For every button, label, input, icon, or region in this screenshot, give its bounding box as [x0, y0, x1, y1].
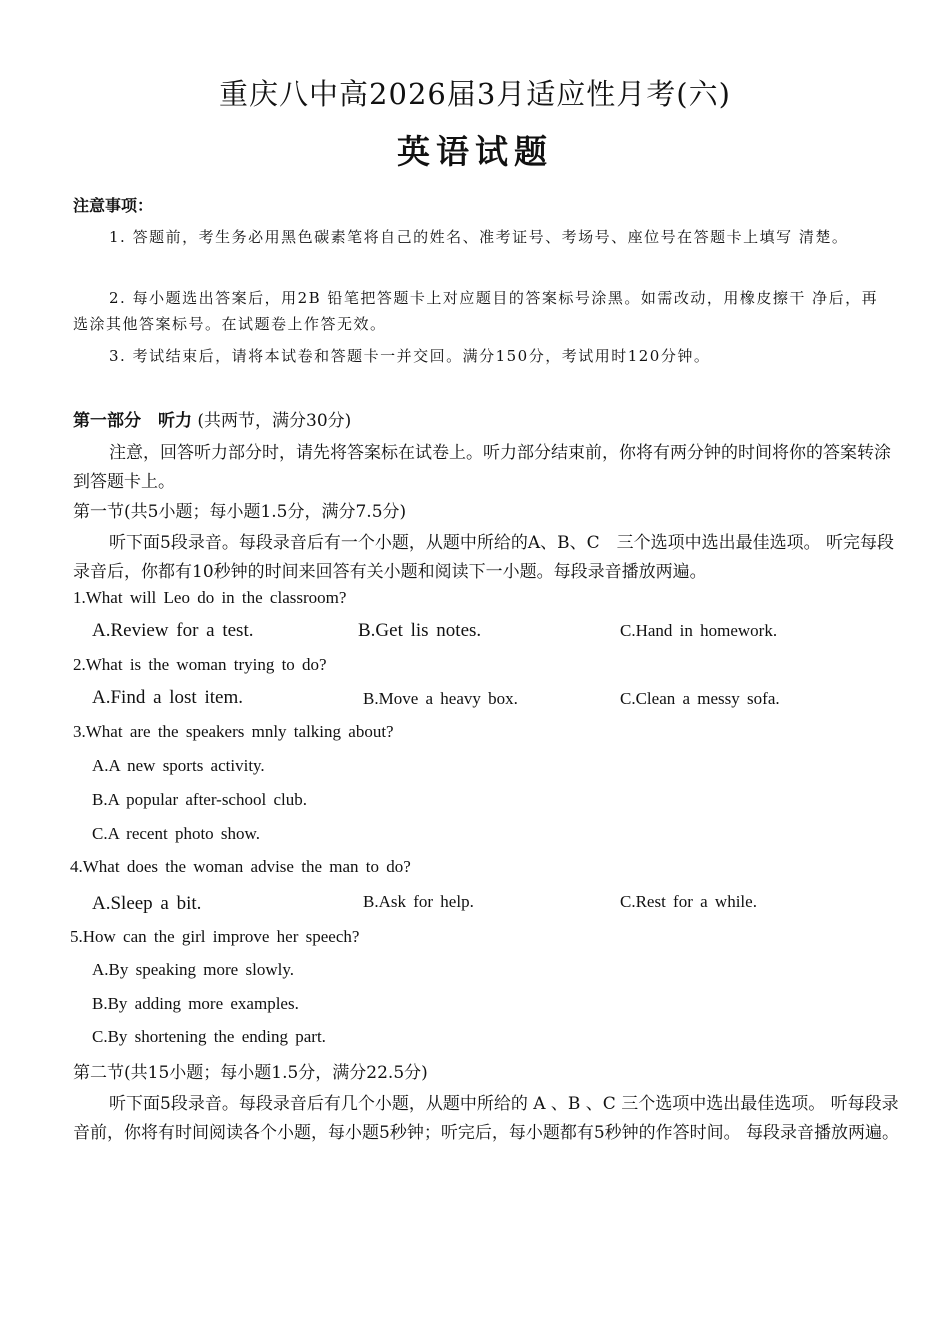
question-2-option-a: A.Find a lost item.: [92, 687, 243, 708]
question-5-option-c: C.By shortening the ending part.: [92, 1027, 326, 1046]
part1-heading-title: 第一部分 听力: [73, 411, 192, 431]
section1-heading: 第一节(共5小题；每小题1.5分，满分7.5分): [73, 502, 407, 522]
question-4-stem: 4.What does the woman advise the man to do?: [70, 857, 411, 876]
question-1-stem: 1.What will Leo do in the classroom?: [73, 588, 347, 607]
question-5-option-a: A.By speaking more slowly.: [92, 960, 294, 979]
part1-heading-score: (共两节，满分30分): [197, 411, 352, 431]
question-3-option-b: B.A popular after-school club.: [92, 790, 307, 809]
question-1-option-c: C.Hand in homework.: [620, 621, 778, 640]
question-2-option-c: C.Clean a messy sofa.: [620, 689, 780, 708]
section1-instructions: 听下面5段录音。每段录音后有一个小题，从题中所给的A、B、C 三个选项中选出最佳选项。 听完每段录音后，你都有10秒钟的时间来回答有关小题和阅读下一小题。每段录音播放两遍。: [73, 533, 894, 582]
notice-item-1: 1. 答题前，考生务必用黑色碳素笔将自己的姓名、准考证号、考场号、座位号在答题卡上填写 清楚。: [109, 228, 849, 246]
question-4-option-a: A.Sleep a bit.: [92, 893, 202, 914]
question-4-option-b: B.Ask for help.: [363, 892, 474, 911]
section2-heading: 第二节(共15小题；每小题1.5分，满分22.5分): [73, 1063, 428, 1083]
part1-heading: [73, 406, 351, 431]
question-2-option-b: B.Move a heavy box.: [363, 689, 518, 708]
notice-heading: 注意事项：: [73, 196, 154, 215]
notice-item-2: 2. 每小题选出答案后，用2B 铅笔把答题卡上对应题目的答案标号涂黑。如需改动，用橡皮擦干 净后，再选涂其他答案标号。在试题卷上作答无效。: [73, 289, 879, 333]
page-subtitle: 英语试题: [397, 132, 553, 171]
page-title: 重庆八中高2026届3月适应性月考(六): [219, 77, 731, 111]
question-2-stem: 2.What is the woman trying to do?: [73, 655, 327, 674]
question-5-stem: 5.How can the girl improve her speech?: [70, 927, 360, 946]
question-4-option-c: C.Rest for a while.: [620, 892, 757, 911]
notice-item-3: 3. 考试结束后，请将本试卷和答题卡一并交回。满分150分，考试用时120分钟。: [109, 347, 711, 365]
question-3-option-c: C.A recent photo show.: [92, 824, 260, 843]
part1-note: 注意，回答听力部分时，请先将答案标在试卷上。听力部分结束前，你将有两分钟的时间将你的答案转涂到答题卡上。: [73, 443, 891, 492]
section2-instructions: 听下面5段录音。每段录音后有几个小题，从题中所给的 A 、B 、C 三个选项中选出最佳选项。 听每段录音前，你将有时间阅读各个小题，每小题5秒钟；听完后，每小题都有5秒钟的作答时间。 每段录音播放两遍。: [73, 1094, 900, 1143]
question-1-option-b: B.Get lis notes.: [358, 620, 482, 641]
question-3-stem: 3.What are the speakers mnly talking about?: [73, 722, 394, 741]
question-3-option-a: A.A new sports activity.: [92, 756, 265, 775]
question-5-option-b: B.By adding more examples.: [92, 994, 299, 1013]
question-1-option-a: A.Review for a test.: [92, 620, 254, 641]
